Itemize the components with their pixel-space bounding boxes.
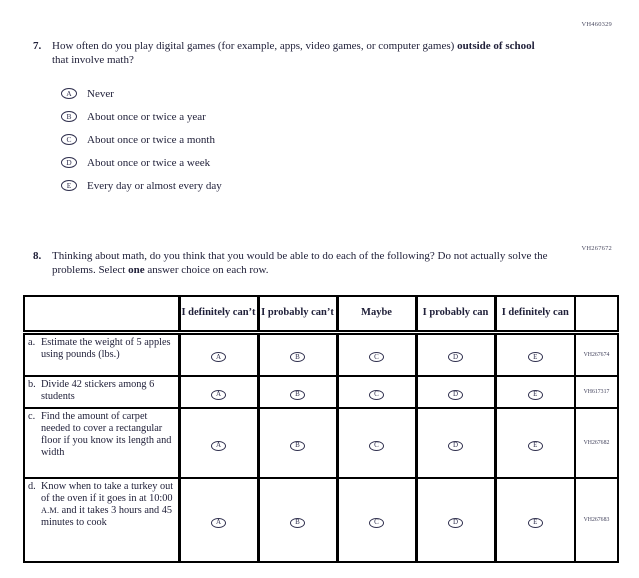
table-row-turkey xyxy=(24,478,618,562)
header-empty-item xyxy=(24,296,179,332)
answer-bubble-e[interactable]: E xyxy=(528,390,543,400)
question-7-number: 7. xyxy=(33,40,42,52)
row-text-part: and it takes 3 hours and 45 minutes to cook xyxy=(41,505,173,528)
answer-bubble-d[interactable]: D xyxy=(61,157,77,168)
row-code: VH267674 xyxy=(575,332,618,376)
cell-choice-a xyxy=(179,408,258,478)
answer-bubble-d[interactable]: D xyxy=(448,352,463,362)
answer-bubble-a[interactable]: A xyxy=(211,518,226,528)
cell-choice-d xyxy=(416,376,495,408)
row-letter: a. xyxy=(28,336,36,348)
option-label: Never xyxy=(87,87,114,100)
row-item-text xyxy=(24,478,179,562)
cell-choice-a xyxy=(179,332,258,376)
answer-bubble-b[interactable]: B xyxy=(290,518,305,528)
header-probably-can: I probably can xyxy=(416,296,495,332)
row-letter: b. xyxy=(28,379,36,390)
cell-choice-c xyxy=(337,376,416,408)
answer-bubble-b[interactable]: B xyxy=(290,390,305,400)
cell-choice-b xyxy=(258,332,337,376)
question-7-text xyxy=(52,39,548,67)
row-item-text xyxy=(24,376,179,408)
q7-option-everyday xyxy=(61,174,548,197)
row-letter: c. xyxy=(28,411,36,422)
cell-choice-a xyxy=(179,376,258,408)
answer-bubble-e[interactable]: E xyxy=(528,352,543,362)
question-8 xyxy=(33,249,593,277)
cell-choice-c xyxy=(337,478,416,562)
answer-bubble-b[interactable]: B xyxy=(290,352,305,362)
cell-choice-d xyxy=(416,478,495,562)
table-header-row xyxy=(24,296,618,332)
cell-choice-b xyxy=(258,478,337,562)
q7-item-code: VH460329 xyxy=(581,21,612,28)
header-maybe: Maybe xyxy=(337,296,416,332)
answer-bubble-a[interactable]: A xyxy=(211,352,226,362)
answer-bubble-a[interactable]: A xyxy=(61,88,77,99)
q7-option-week xyxy=(61,151,548,174)
question-8-text-part: answer choice on each row. xyxy=(144,264,269,276)
option-label: About once or twice a year xyxy=(87,110,206,123)
row-text: Find the amount of carpet needed to cover a rectangular floor if you know its length and width xyxy=(41,411,172,458)
cell-choice-b xyxy=(258,376,337,408)
row-text: Divide 42 stickers among 6 students xyxy=(41,379,155,402)
row-code: VH267683 xyxy=(575,478,618,562)
q7-option-month xyxy=(61,128,548,151)
row-text-smallcaps: A.M. xyxy=(41,506,60,515)
cell-choice-c xyxy=(337,332,416,376)
cell-choice-e xyxy=(495,478,575,562)
answer-bubble-b[interactable]: B xyxy=(61,111,77,122)
answer-bubble-c[interactable]: C xyxy=(369,352,384,362)
question-7 xyxy=(33,39,548,197)
question-7-text-bold: outside of school xyxy=(457,40,535,52)
answer-bubble-d[interactable]: D xyxy=(448,441,463,451)
header-definitely-can: I definitely can xyxy=(495,296,575,332)
answer-bubble-d[interactable]: D xyxy=(448,518,463,528)
row-letter: d. xyxy=(28,481,36,492)
question-7-text-part: that involve math? xyxy=(52,54,134,66)
row-code: VH617317 xyxy=(575,376,618,408)
answer-bubble-c[interactable]: C xyxy=(369,518,384,528)
table-row-apples xyxy=(24,332,618,376)
cell-choice-d xyxy=(416,408,495,478)
cell-choice-b xyxy=(258,408,337,478)
answer-bubble-a[interactable]: A xyxy=(211,390,226,400)
answer-bubble-c[interactable]: C xyxy=(61,134,77,145)
cell-choice-d xyxy=(416,332,495,376)
q8-item-code: VH267672 xyxy=(581,245,612,252)
answer-bubble-e[interactable]: E xyxy=(528,518,543,528)
answer-bubble-a[interactable]: A xyxy=(211,441,226,451)
cell-choice-c xyxy=(337,408,416,478)
q7-options xyxy=(61,82,548,197)
question-7-text-part: How often do you play digital games (for example, apps, video games, or computer games) xyxy=(52,40,458,52)
cell-choice-e xyxy=(495,376,575,408)
option-label: Every day or almost every day xyxy=(87,179,222,192)
question-8-text-part: Thinking about math, do you think that you would be able to do each of the following? Do not actually solve the problems. Select xyxy=(52,250,548,276)
answer-bubble-e[interactable]: E xyxy=(528,441,543,451)
answer-bubble-d[interactable]: D xyxy=(448,390,463,400)
row-code: VH267682 xyxy=(575,408,618,478)
header-probably-cant: I probably can’t xyxy=(258,296,337,332)
q8-answer-table xyxy=(23,295,619,563)
question-8-text-bold: one xyxy=(128,264,145,276)
q7-option-year xyxy=(61,105,548,128)
option-label: About once or twice a week xyxy=(87,156,211,169)
q7-option-never xyxy=(61,82,548,105)
row-text xyxy=(41,481,175,529)
question-8-number: 8. xyxy=(33,250,42,262)
cell-choice-a xyxy=(179,478,258,562)
option-label: About once or twice a month xyxy=(87,133,215,146)
header-empty-code xyxy=(575,296,618,332)
row-text-part: Know when to take a turkey out of the oven if it goes in at 10:00 xyxy=(41,481,174,504)
table-row-stickers xyxy=(24,376,618,408)
header-definitely-cant: I definitely can’t xyxy=(179,296,258,332)
cell-choice-e xyxy=(495,332,575,376)
table-row-carpet xyxy=(24,408,618,478)
question-8-text xyxy=(52,249,593,277)
answer-bubble-c[interactable]: C xyxy=(369,390,384,400)
cell-choice-e xyxy=(495,408,575,478)
answer-bubble-b[interactable]: B xyxy=(290,441,305,451)
answer-bubble-e[interactable]: E xyxy=(61,180,77,191)
row-text: Estimate the weight of 5 apples using pounds (lbs.) xyxy=(41,336,171,360)
answer-bubble-c[interactable]: C xyxy=(369,441,384,451)
row-item-text xyxy=(24,332,179,376)
row-item-text xyxy=(24,408,179,478)
